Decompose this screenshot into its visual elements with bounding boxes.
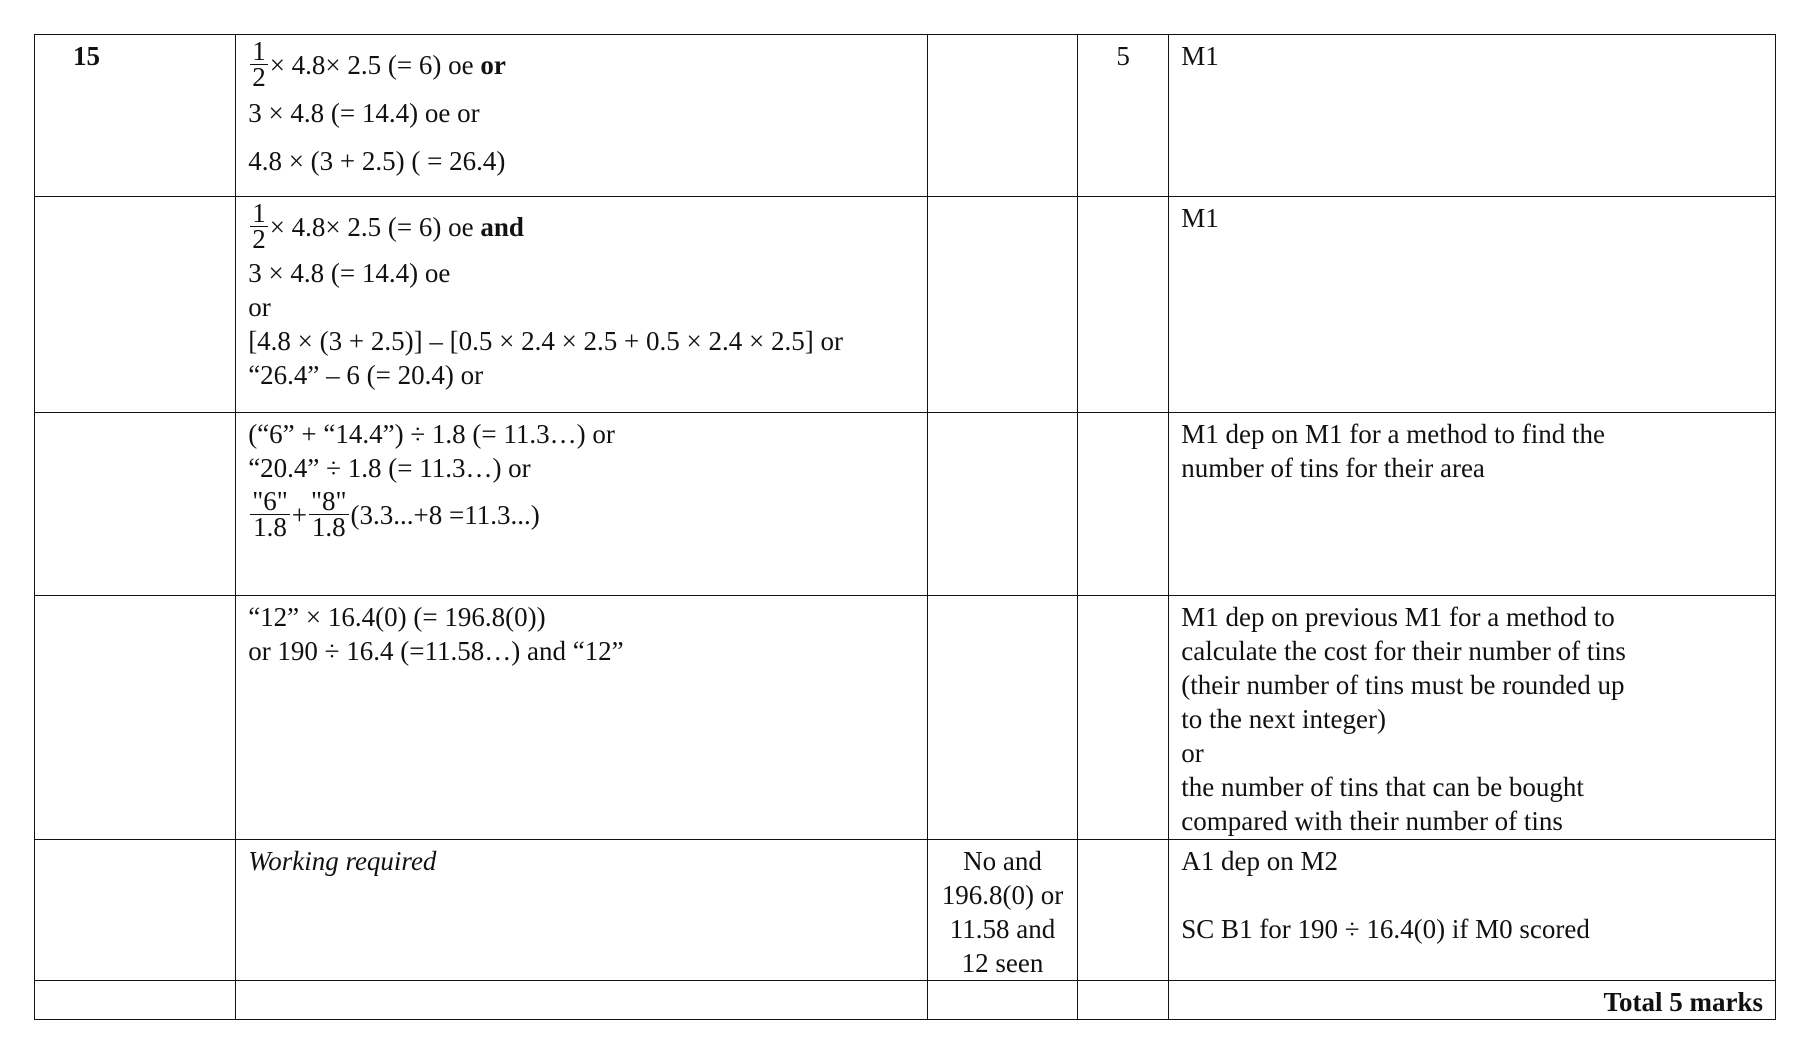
fraction-line: $\frac{1}{2}$ × 4.8× 2.5 (= 6) oe and — [252, 198, 524, 254]
fraction: $\frac{"6"}{1.8}$ — [252, 486, 288, 542]
fraction-line: $\frac{1}{2}$ × 4.8× 2.5 (= 6) oe or — [252, 36, 506, 92]
fraction: $\frac{1}{2}$ — [252, 198, 266, 254]
working-cell: $\frac{1}{2}$ × 4.8× 2.5 (= 6) oe or 3 × 4.8 (= 14.4) oe or 4.8 × (3 + 2.5) ( = 26.4) — [236, 35, 928, 197]
notes-cell: M1 dep on previous M1 for a method to calculate the cost for their number of tins (their number of tins must be rounded up to the next integer) or the number of tins that can be bought compared with their number of tins — [1169, 596, 1776, 840]
total-marks: Total 5 marks — [1169, 981, 1776, 1020]
table-row — [35, 35, 1776, 197]
notes-cell: A1 dep on M2 SC B1 for 190 ÷ 16.4(0) if M0 scored — [1169, 840, 1776, 981]
total-row — [35, 981, 1776, 1020]
notes-cell: M1 — [1169, 35, 1776, 197]
table-row — [35, 197, 1776, 413]
notes-cell: M1 — [1169, 197, 1776, 413]
fraction-line: $\frac{"6"}{1.8}$ + $\frac{"8"}{1.8}$ (3.3...+8 =11.3...) — [252, 486, 540, 542]
working-cell: $\frac{1}{2}$ × 4.8× 2.5 (= 6) oe and 3 × 4.8 (= 14.4) oe or [4.8 × (3 + 2.5)] – [0.5 × 2.4 × 2.5 + 0.5 × 2.4 × 2.5] or “26.4” – 6 (= 20.4) or — [236, 197, 928, 413]
working-cell: “12” × 16.4(0) (= 196.8(0)) or 190 ÷ 16.4 (=11.58…) and “12” — [236, 596, 928, 840]
table-row — [35, 596, 1776, 840]
marks-cell: 5 — [1077, 35, 1168, 197]
fraction: $\frac{"8"}{1.8}$ — [310, 486, 347, 542]
table-row — [35, 840, 1776, 981]
question-number: 15 — [35, 35, 236, 197]
mark-scheme-table — [34, 34, 1776, 1020]
notes-cell: M1 dep on M1 for a method to find the number of tins for their area — [1169, 413, 1776, 596]
working-cell: (“6” + “14.4”) ÷ 1.8 (= 11.3…) or “20.4” ÷ 1.8 (= 11.3…) or $\frac{"6"}{1.8}$ + $\frac{"8"}{1.8}$ (3.3...+8 =11.3...) — [236, 413, 928, 596]
answer-cell: No and 196.8(0) or 11.58 and 12 seen — [928, 840, 1078, 981]
working-cell: Working required — [236, 840, 928, 981]
answer-cell — [928, 35, 1078, 197]
fraction: $\frac{1}{2}$ — [252, 36, 266, 92]
table-row — [35, 413, 1776, 596]
